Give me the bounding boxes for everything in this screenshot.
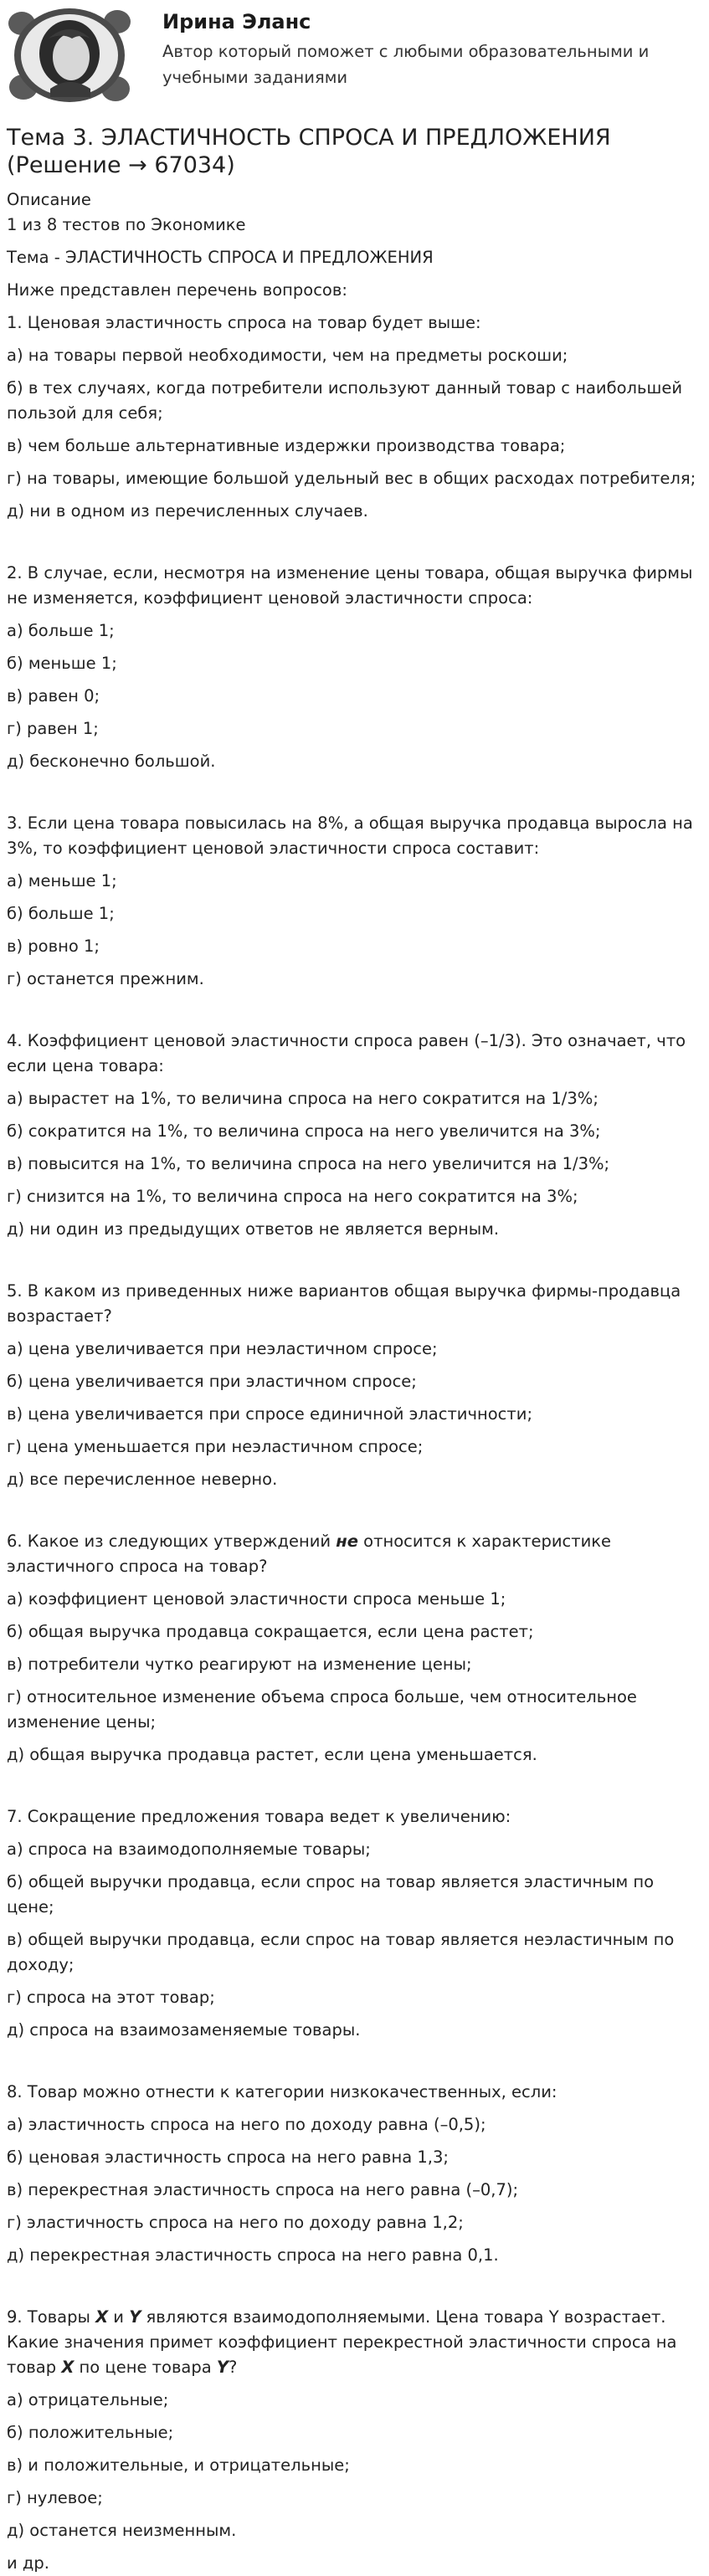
test-count: 1 из 8 тестов по Экономике <box>7 215 246 234</box>
question-block <box>7 1529 702 1768</box>
option-item: в) чем больше альтернативные издержки производства товара; <box>7 436 566 455</box>
question-text <box>7 1529 702 1579</box>
author-avatar[interactable] <box>7 5 132 105</box>
option-item: б) общей выручки продавца, если спрос на товар является эластичным по цене; <box>7 1872 655 1917</box>
option-item: б) больше 1; <box>7 904 115 923</box>
question-text: 8. Товар можно отнести к категории низкокачественных, если: <box>7 2082 557 2101</box>
option-item: а) цена увеличивается при неэластичном спросе; <box>7 1339 438 1358</box>
option-item: в) потребители чутко реагируют на изменение цены; <box>7 1655 472 1674</box>
description-label: Описание <box>7 190 91 209</box>
question-block <box>7 561 702 774</box>
question-block <box>7 1279 702 1492</box>
question-block <box>7 1029 702 1242</box>
option-item: г) равен 1; <box>7 719 99 738</box>
author-header <box>7 0 702 117</box>
question-emphasis: Y <box>216 2358 229 2377</box>
question-block <box>7 310 702 524</box>
question-text: 5. В каком из приведенных ниже вариантов общая выручка фирмы-продавца возрастает? <box>7 1281 681 1326</box>
option-item: г) останется прежним. <box>7 969 204 988</box>
author-bio: Автор который поможет с любыми образовательными и учебными заданиями <box>162 42 650 87</box>
question-text <box>7 2305 702 2380</box>
option-item: д) бесконечно большой. <box>7 752 216 771</box>
topic-line: Тема - ЭЛАСТИЧНОСТЬ СПРОСА И ПРЕДЛОЖЕНИЯ <box>7 248 434 267</box>
option-item: б) положительные; <box>7 2423 174 2442</box>
question-text-part: и <box>108 2307 130 2327</box>
question-text-part: являются взаимодополняемыми. Цена товара Y возрастает. Какие значения примет коэффициент перекрестной эластичности спроса на товар <box>7 2307 677 2377</box>
option-item: д) общая выручка продавца растет, если цена уменьшается. <box>7 1745 537 1764</box>
option-item: в) общей выручки продавца, если спрос на товар является неэластичным по доходу; <box>7 1930 675 1974</box>
question-emphasis: X <box>61 2358 74 2377</box>
option-item: г) эластичность спроса на него по доходу равна 1,2; <box>7 2213 464 2232</box>
option-item: а) меньше 1; <box>7 871 117 890</box>
question-text: 2. В случае, если, несмотря на изменение цены товара, общая выручка фирмы не изменяется, коэффициент ценовой эластичности спроса: <box>7 563 693 608</box>
question-text-part: по цене товара <box>74 2358 217 2377</box>
author-info <box>162 0 665 90</box>
option-item: в) цена увеличивается при спросе единичной эластичности; <box>7 1404 533 1424</box>
option-item: д) спроса на взаимозаменяемые товары. <box>7 2020 361 2040</box>
option-item: б) ценовая эластичность спроса на него равна 1,3; <box>7 2148 449 2167</box>
question-emphasis: не <box>336 1532 358 1551</box>
option-item: д) ни один из предыдущих ответов не является верным. <box>7 1219 500 1239</box>
question-emphasis: X <box>95 2307 109 2327</box>
question-block <box>7 2305 702 2543</box>
option-item: в) перекрестная эластичность спроса на него равна (–0,7); <box>7 2180 519 2199</box>
author-name[interactable]: Ирина Эланс <box>162 10 311 33</box>
option-item: а) больше 1; <box>7 621 115 640</box>
option-item: д) останется неизменным. <box>7 2521 237 2540</box>
option-item: а) коэффициент ценовой эластичности спроса меньше 1; <box>7 1589 506 1609</box>
option-item: б) сократится на 1%, то величина спроса на него увеличится на 3%; <box>7 1121 601 1141</box>
option-item: в) и положительные, и отрицательные; <box>7 2455 350 2475</box>
option-item: г) цена уменьшается при неэластичном спросе; <box>7 1437 424 1456</box>
option-item: г) спроса на этот товар; <box>7 1988 215 2007</box>
question-block <box>7 1804 702 2043</box>
footer-etc: и др. <box>7 2553 49 2573</box>
page-title: Тема 3. ЭЛАСТИЧНОСТЬ СПРОСА И ПРЕДЛОЖЕНИЯ (Решение → 67034) <box>7 125 611 178</box>
option-item: в) ровно 1; <box>7 936 100 956</box>
question-text-part: 9. Товары <box>7 2307 96 2327</box>
option-item: д) перекрестная эластичность спроса на него равна 0,1. <box>7 2245 499 2265</box>
question-text: 3. Если цена товара повысилась на 8%, а общая выручка продавца выросла на 3%, то коэффициент ценовой эластичности спроса составит: <box>7 813 693 858</box>
intro-line: Ниже представлен перечень вопросов: <box>7 280 347 300</box>
option-item: а) отрицательные; <box>7 2390 169 2409</box>
option-item: а) на товары первой необходимости, чем на предметы роскоши; <box>7 346 568 365</box>
option-item: д) все перечисленное неверно. <box>7 1470 278 1489</box>
option-item: в) равен 0; <box>7 686 100 706</box>
question-block <box>7 811 702 992</box>
option-item: а) вырастет на 1%, то величина спроса на него сократится на 1/3%; <box>7 1089 599 1108</box>
option-item: б) цена увеличивается при эластичном спросе; <box>7 1372 417 1391</box>
question-block <box>7 2080 702 2268</box>
question-text-part: относится к характеристике эластичного спроса на товар? <box>7 1532 612 1576</box>
question-text: 4. Коэффициент ценовой эластичности спроса равен (–1/3). Это означает, что если цена товара: <box>7 1031 686 1075</box>
option-item: б) меньше 1; <box>7 654 117 673</box>
avatar-frame-icon <box>7 5 132 105</box>
question-text: 1. Ценовая эластичность спроса на товар будет выше: <box>7 313 481 332</box>
question-text-part: 6. Какое из следующих утверждений <box>7 1532 337 1551</box>
option-item: б) в тех случаях, когда потребители используют данный товар с наибольшей пользой для себя; <box>7 378 683 423</box>
option-item: д) ни в одном из перечисленных случаев. <box>7 501 368 521</box>
option-item: а) эластичность спроса на него по доходу равна (–0,5); <box>7 2115 486 2134</box>
option-item: г) относительное изменение объема спроса больше, чем относительное изменение цены; <box>7 1687 637 1732</box>
option-item: б) общая выручка продавца сокращается, если цена растет; <box>7 1622 534 1641</box>
question-text-part: ? <box>229 2358 238 2377</box>
option-item: г) на товары, имеющие большой удельный вес в общих расходах потребителя; <box>7 469 696 488</box>
question-text: 7. Сокращение предложения товара ведет к увеличению: <box>7 1807 511 1826</box>
question-emphasis: Y <box>129 2307 141 2327</box>
option-item: а) спроса на взаимодополняемые товары; <box>7 1840 371 1859</box>
option-item: г) нулевое; <box>7 2488 103 2507</box>
option-item: в) повысится на 1%, то величина спроса на него увеличится на 1/3%; <box>7 1154 610 1173</box>
option-item: г) снизится на 1%, то величина спроса на него сократится на 3%; <box>7 1187 578 1206</box>
